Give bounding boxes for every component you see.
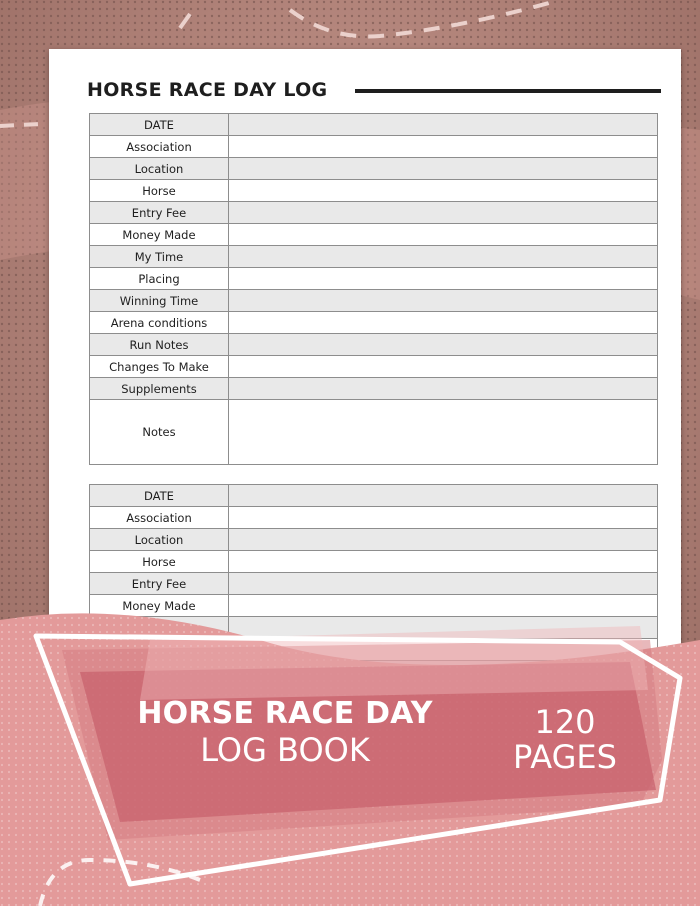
row-label: Money Made [90,595,229,617]
page-count: 120 [534,703,596,741]
row-label: Run Notes [90,334,229,356]
row-label: Changes To Make [90,356,229,378]
row-label: DATE [90,485,229,507]
row-label: DATE [90,114,229,136]
row-label: Notes [90,400,229,465]
row-label: Location [90,529,229,551]
page-count-badge [490,705,640,775]
row-label: Supplements [90,378,229,400]
row-label: Money Made [90,224,229,246]
row-label: Location [90,158,229,180]
row-label: My Time [90,246,229,268]
page-count-unit: PAGES [513,738,617,777]
page-title: HORSE RACE DAY LOG [87,79,328,101]
row-label: Entry Fee [90,202,229,224]
row-label: Entry Fee [90,573,229,595]
row-label: Horse [90,180,229,202]
row-label: Placing [90,268,229,290]
row-label: Arena conditions [90,312,229,334]
row-label: Horse [90,551,229,573]
cover-title [100,698,470,767]
row-label: Winning Time [90,290,229,312]
row-label: Association [90,507,229,529]
cover-title-line1: HORSE RACE DAY [137,696,433,731]
cover-title-line2: LOG BOOK [200,730,370,769]
row-label: Association [90,136,229,158]
